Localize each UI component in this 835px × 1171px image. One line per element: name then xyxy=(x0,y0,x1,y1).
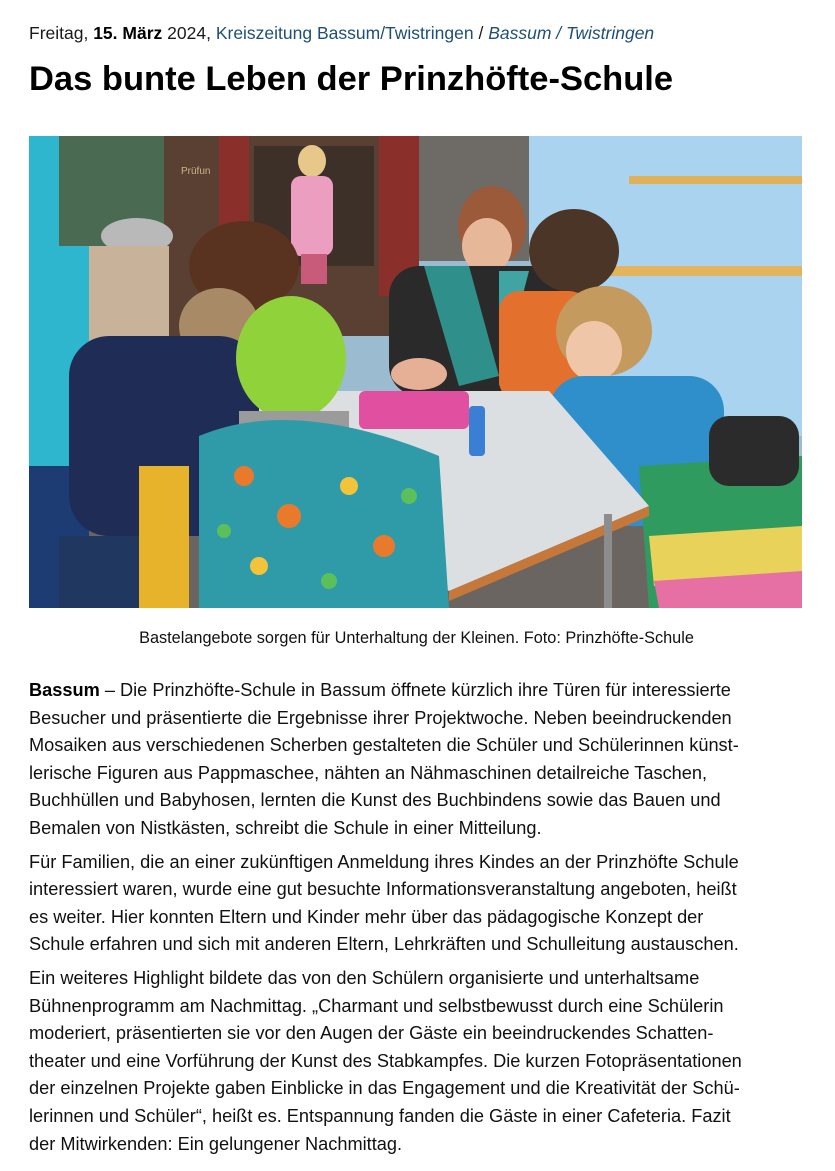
article-photo[interactable] xyxy=(29,136,802,608)
dateline-separator: / xyxy=(478,23,484,43)
section-link[interactable]: Bassum / Twistringen xyxy=(488,23,655,43)
line-text: – Die Prinzhöfte-Schule in Bassum öffnete kürzlich ihre Türen für interessierte xyxy=(99,680,731,700)
paragraph-line: Buchhüllen und Babyhosen, lernten die Kunst des Buchbindens sowie das Bauen und xyxy=(29,790,721,811)
photo-caption: Bastelangebote sorgen für Unterhaltung der Kleinen. Foto: Prinzhöfte-Schule xyxy=(139,629,694,647)
dateline xyxy=(29,22,654,44)
paragraph-line: lerische Figuren aus Pappmaschee, nähten an Nähmaschinen detailreiche Taschen, xyxy=(29,762,708,783)
paragraph-line: interessiert waren, wurde eine gut besuchte Informationsveranstaltung angeboten, heißt xyxy=(29,879,737,900)
paragraph-line: Mosaiken aus verschiedenen Scherben gestalteten die Schüler und Schülerinnen künst- xyxy=(29,735,739,756)
dateline-weekday: Freitag, xyxy=(29,23,89,43)
location-label: Bassum xyxy=(29,680,100,700)
paragraph-line xyxy=(29,677,804,705)
paragraph-line: es weiter. Hier konnten Eltern und Kinder mehr über das pädagogische Konzept der xyxy=(29,906,704,927)
paragraph-line: der Mitwirkenden: Ein gelungener Nachmittag. xyxy=(29,1133,403,1154)
paragraph-line: Ein weiteres Highlight bildete das von den Schülern organisierte und unterhaltsame xyxy=(29,967,700,988)
paragraph-2 xyxy=(29,849,804,959)
headline: Das bunte Leben der Prinzhöfte-Schule xyxy=(29,60,674,98)
paragraph-line: Bühnenprogramm am Nachmittag. „Charmant und selbstbewusst durch eine Schülerin xyxy=(29,995,724,1016)
paragraph-line: Bemalen von Nistkästen, schreibt die Schule in einer Mitteilung. xyxy=(29,817,542,838)
paragraph-line: der einzelnen Projekte gaben Einblicke in das Engagement und die Kreativität der Schü- xyxy=(29,1078,740,1099)
photo-sign-text: Prüfun xyxy=(181,166,211,177)
paragraph-line: Für Familien, die an einer zukünftigen Anmeldung ihres Kindes an der Prinzhöfte Schule xyxy=(29,851,739,872)
paragraph-line: Besucher und präsentierte die Ergebnisse ihrer Projektwoche. Neben beeindruckenden xyxy=(29,707,732,728)
paragraph-line: theater und eine Vorführung der Kunst des Stabkampfes. Die kurzen Fotopräsentationen xyxy=(29,1050,742,1071)
paragraph-3 xyxy=(29,965,804,1158)
paragraph-line: Schule erfahren und sich mit anderen Eltern, Lehrkräften und Schulleitung austauschen. xyxy=(29,934,739,955)
paragraph-line: moderiert, präsentierten sie vor den Augen der Gäste ein beeindruckendes Schatten- xyxy=(29,1023,714,1044)
paper-link[interactable]: Kreiszeitung Bassum/Twistringen xyxy=(215,23,474,43)
dateline-date: 15. März xyxy=(93,23,163,43)
paragraph-1 xyxy=(29,677,804,843)
dateline-year: 2024, xyxy=(167,23,211,43)
photo-children-crafting-icon xyxy=(29,136,802,608)
article-body xyxy=(29,677,804,1164)
paragraph-line: lerinnen und Schüler“, heißt es. Entspannung fanden die Gäste in einer Cafeteria. Fazit xyxy=(29,1105,731,1126)
